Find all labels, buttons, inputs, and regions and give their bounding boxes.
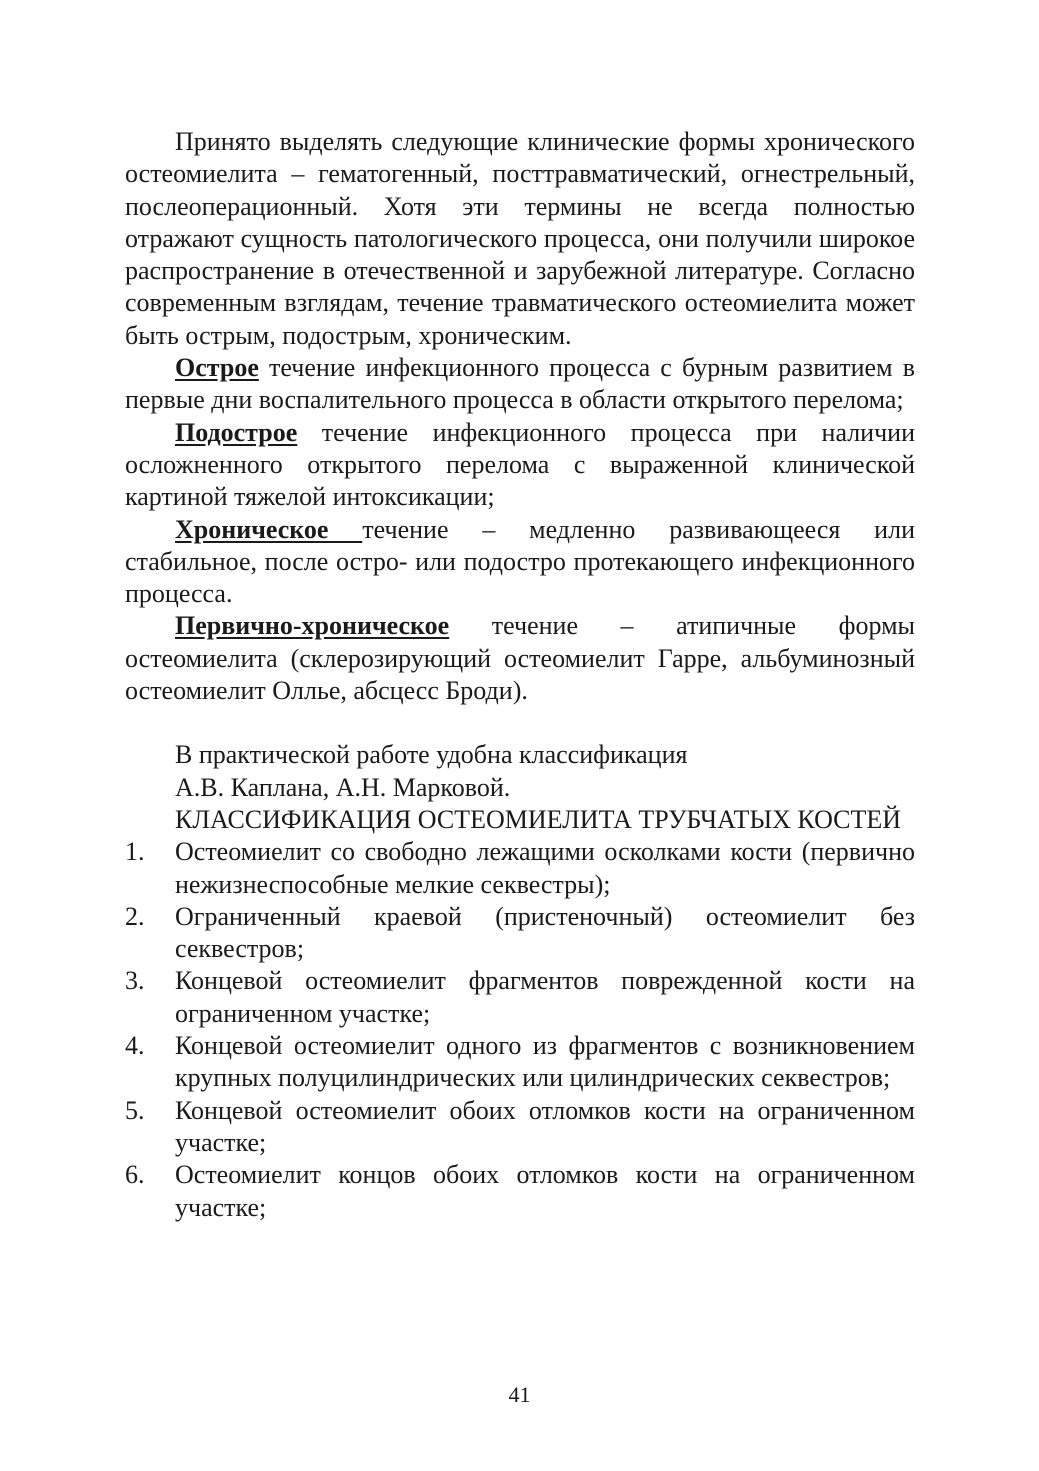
list-item-text: Концевой остеомиелит обоих отломков кости на ограниченном участке; <box>175 1095 915 1157</box>
section-spacer <box>125 707 915 739</box>
chronic-text: течение – медленно развивающееся или стабильное, после остро- или подостро протекающего инфекционного процесса. <box>125 514 915 609</box>
list-item-text: Остеомиелит со свободно лежащими осколками кости (первично нежизнеспособные мелкие секвестры); <box>175 837 915 899</box>
subacute-paragraph <box>125 417 915 514</box>
list-item <box>125 901 915 966</box>
classification-list <box>125 836 915 1224</box>
list-item-number: 5. <box>125 1095 145 1125</box>
chronic-term: Хроническое <box>175 514 363 544</box>
list-item <box>125 1095 915 1160</box>
classification-intro-line2: А.В. Каплана, А.Н. Марковой. <box>175 772 511 802</box>
list-item <box>125 1159 915 1224</box>
list-item-number: 1. <box>125 837 145 867</box>
list-item-number: 6. <box>125 1160 145 1190</box>
primary-chronic-text: течение – атипичные формы остеомиелита (склерозирующий остеомиелит Гарре, альбуминозный остеомиелит Оллье, абсцесс Броди). <box>125 611 915 706</box>
page-number: 41 <box>508 1382 531 1407</box>
page-body <box>125 126 915 1224</box>
list-item-text: Ограниченный краевой (пристеночный) остеомиелит без секвестров; <box>175 901 915 964</box>
subacute-text: течение инфекционного процесса при наличии осложненного открытого перелома с выраженной клинической картиной тяжелой интоксикации; <box>125 417 915 512</box>
list-item <box>125 965 915 1030</box>
primary-chronic-paragraph <box>125 610 915 707</box>
acute-paragraph <box>125 352 915 417</box>
intro-paragraph: Принято выделять следующие клинические формы хронического остеомиелита – гематогенный, посттравматический, огнестрельный, послеоперационный. Хотя эти термины не всегда полностью отражают сущность патологического процесса, они получили широкое распространение в отечественной и зарубежной литературе. Согласно современным взглядам, течение травматического остеомиелита может быть острым, подострым, хроническим. <box>125 127 915 350</box>
list-item-number: 4. <box>125 1031 145 1061</box>
list-item-text: Концевой остеомиелит одного из фрагментов с возникновением крупных полуцилиндрических или цилиндрических секвестров; <box>175 1031 915 1093</box>
chronic-paragraph <box>125 514 915 611</box>
classification-intro-line1: В практической работе удобна классификация <box>175 740 688 770</box>
subacute-term: Подострое <box>175 417 298 447</box>
list-item <box>125 1030 915 1095</box>
list-item <box>125 836 915 901</box>
list-item-number: 3. <box>125 966 145 996</box>
list-item-text: Остеомиелит концов обоих отломков кости на ограниченном участке; <box>175 1160 915 1222</box>
acute-term: Острое <box>175 353 259 383</box>
list-item-text: Концевой остеомиелит фрагментов поврежденной кости на ограниченном участке; <box>175 966 915 1028</box>
list-item-number: 2. <box>125 901 145 931</box>
classification-heading: КЛАССИФИКАЦИЯ ОСТЕОМИЕЛИТА ТРУБЧАТЫХ КОСТЕЙ <box>175 804 902 834</box>
primary-chronic-term: Первично-хроническое <box>175 611 450 641</box>
acute-text: течение инфекционного процесса с бурным развитием в первые дни воспалительного процесса в области открытого перелома; <box>125 353 915 415</box>
